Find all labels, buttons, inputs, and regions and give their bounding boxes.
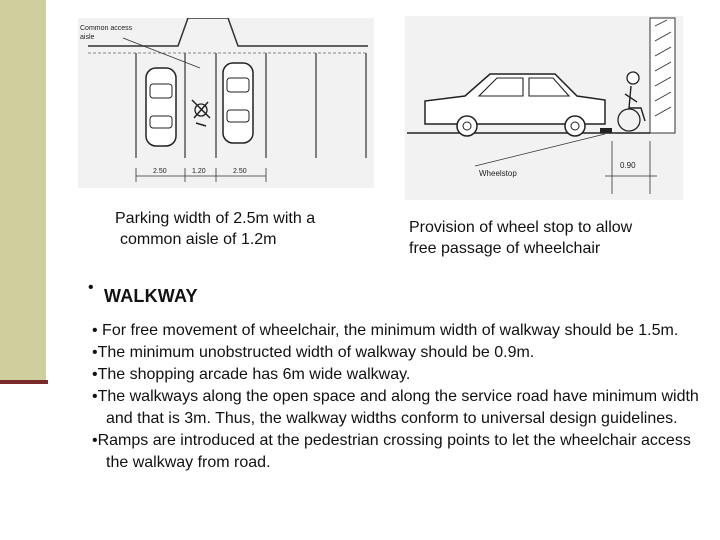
caption-parking [115,208,385,250]
label-wheelstop: Wheelstop [479,169,517,178]
caption-wheelstop-line1: Provision of wheel stop to allow [409,219,633,236]
caption-wheelstop [409,217,689,259]
parking-plan-diagram [78,18,374,188]
wheelstop-elevation-diagram [405,16,683,200]
list-item: •The walkways along the open space and along the service road have minimum width and that is 3m. Thus, the walkway widths conform to universal design guidelines. [92,388,699,427]
dim-2-50-right: 2.50 [233,168,247,175]
caption-wheelstop-line2: free passage of wheelchair [409,240,601,257]
walkway-bullet-list [92,320,702,474]
label-aisle: aisle [80,34,95,41]
dim-0-90: 0.90 [620,161,636,170]
list-item: •The minimum unobstructed width of walkway should be 0.9m. [92,344,535,361]
caption-parking-line1: Parking width of 2.5m with a [115,210,316,227]
dim-1-20: 1.20 [192,168,206,175]
list-item: •Ramps are introduced at the pedestrian crossing points to let the wheelchair access the walkway from road. [92,432,691,471]
decorative-sidebar [0,0,46,382]
dim-2-50-left: 2.50 [153,168,167,175]
list-item: •The shopping arcade has 6m wide walkway. [92,366,411,383]
sidebar-accent-line [0,380,48,384]
label-common-access: Common access [80,25,133,32]
list-item: • For free movement of wheelchair, the minimum width of walkway should be 1.5m. [92,322,679,339]
heading-bullet: • [88,279,94,296]
caption-parking-line2: common aisle of 1.2m [120,231,277,248]
section-heading: WALKWAY [104,286,198,306]
